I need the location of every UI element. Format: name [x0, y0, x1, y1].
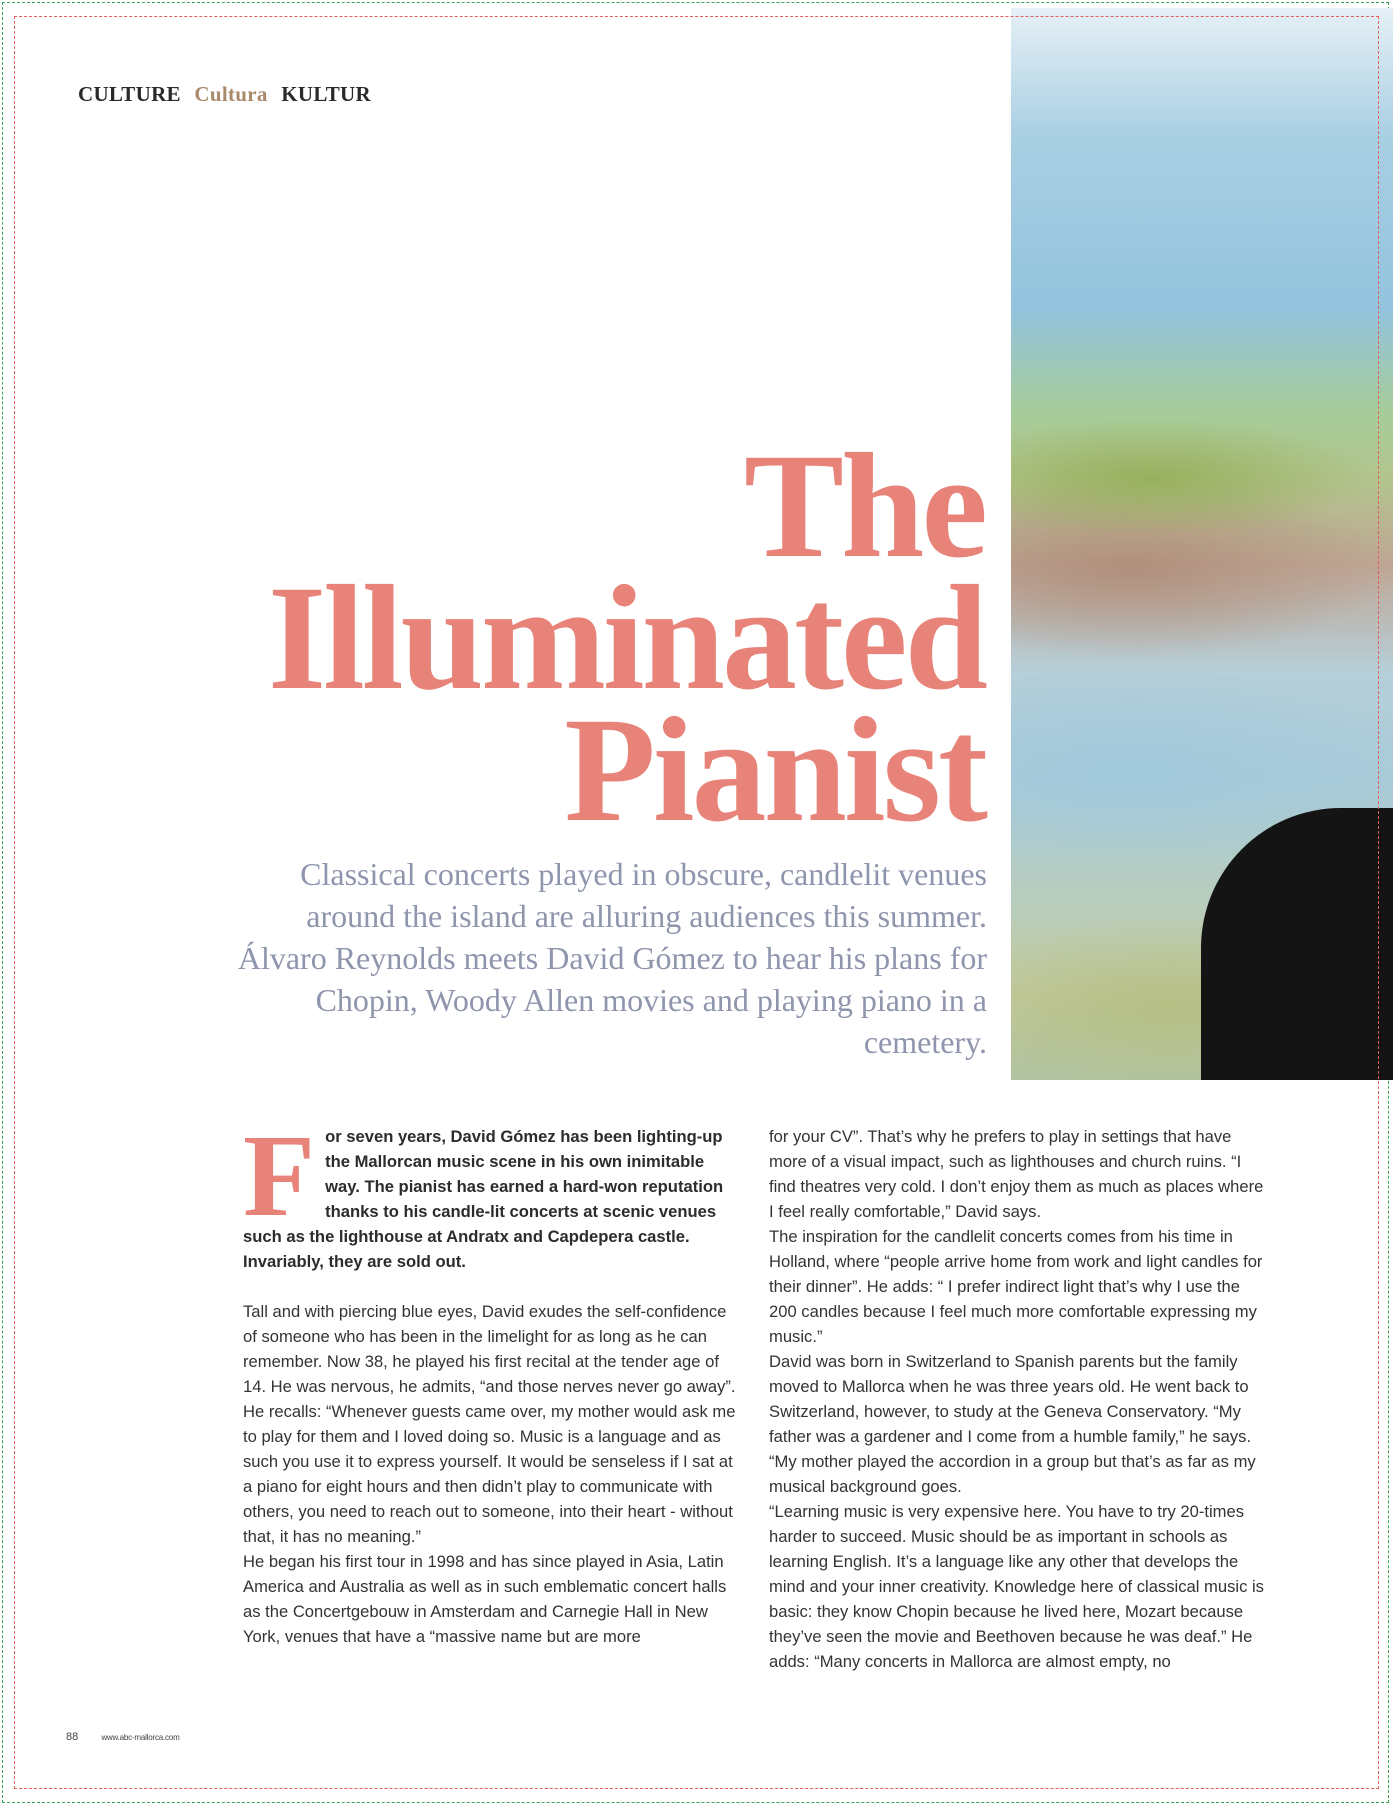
lead-text: or seven years, David Gómez has been lighting-up the Mallorcan music scene in his own inimitable way. The pianist has earned a hard-won reputation thanks to his candle-lit concerts at scenic venues such as the lighthouse at Andratx and Capdepera castle. Invariably, they are sold out. — [243, 1127, 724, 1271]
body-paragraph: He began his first tour in 1998 and has since played in Asia, Latin America and Australia as well as in such emblematic concert halls as the Concertgebouw in Amsterdam and Carnegie Hall in New York, venues that have a “massive name but are more — [243, 1552, 727, 1646]
section-label-es: Cultura — [194, 82, 268, 106]
section-label-de: KULTUR — [281, 82, 371, 106]
title-line-3: Pianist — [564, 687, 985, 853]
trim-guide — [14, 16, 1379, 1789]
body-paragraph: David was born in Switzerland to Spanish parents but the family moved to Mallorca when he was three years old. He went back to Switzerland, however, to study at the Geneva Conservatory. “My father was a gardener and I come from a humble family,” he says. “My mother played the accordion in a group but that’s as far as my musical background goes. — [769, 1352, 1256, 1496]
title-line-2: Illuminated — [267, 555, 985, 721]
drop-cap: F — [243, 1110, 316, 1241]
body-paragraph: The inspiration for the candlelit concerts comes from his time in Holland, where “people arrive home from work and light candles for their dinner”. He adds: “ I prefer indirect light that’s why I use the 200 candles because I feel much more comfortable expressing my music.” — [769, 1227, 1263, 1346]
page-number: 88 — [66, 1731, 79, 1743]
article-standfirst: Classical concerts played in obscure, candlelit venues around the island are alluring audiences this summer. Álvaro Reynolds meets David Gómez to hear his plans for Chopin, Woody Allen movies and playing piano in a cemetery. — [237, 856, 987, 1060]
body-paragraph: He recalls: “Whenever guests came over, my mother would ask me to play for them and I loved doing so. Music is a language and as such you use it to express yourself. It would be senseless if I sat at a piano for eight hours and then didn’t play to communicate with others, you need to reach out to someone, into their heart - without that, it has no meaning.” — [243, 1402, 736, 1546]
body-paragraph: for your CV”. That’s why he prefers to play in settings that have more of a visual impact, such as lighthouses and church ruins. “I find theatres very cold. I don’t enjoy them as much as places where I feel really comfortable,” David says. — [769, 1127, 1264, 1221]
body-paragraph: “Learning music is very expensive here. You have to try 20-times harder to succeed. Music should be as important in schools as learning English. It’s a language like any other that develops the mind and your inner creativity. Knowledge here of classical music is basic: they know Chopin because he lived here, Mozart because they’ve seen the movie and Beethoven because he was deaf.” He adds: “Many concerts in Mallorca are almost empty, no — [769, 1502, 1264, 1671]
section-label-en: CULTURE — [78, 82, 181, 106]
footer-url: www.abc-mallorca.com — [101, 1733, 180, 1742]
body-paragraph: Tall and with piercing blue eyes, David exudes the self-confidence of someone who has been in the limelight for as long as he can remember. Now 38, he played his first recital at the tender age of 14. He was nervous, he admits, “and those nerves never go away”. — [243, 1302, 736, 1396]
title-line-1: The — [743, 423, 985, 589]
